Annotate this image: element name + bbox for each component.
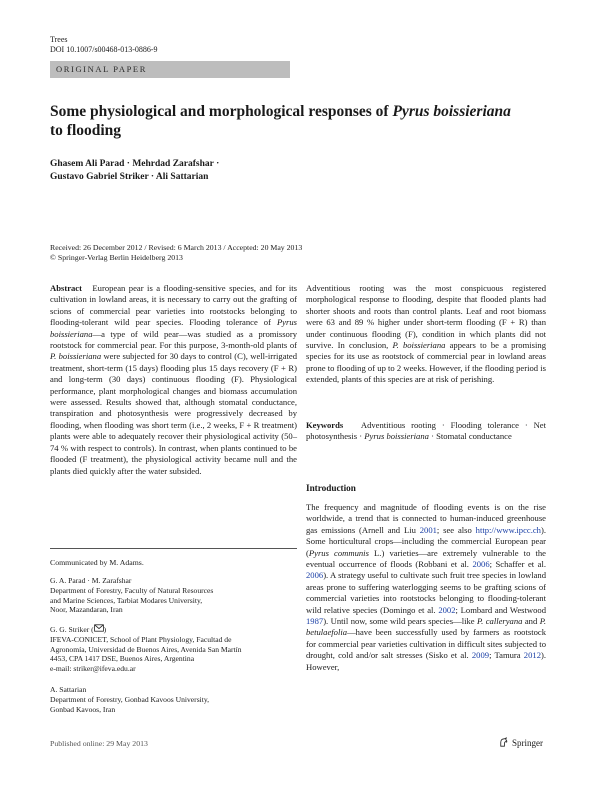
abstract-text: appears to be a promising species for its use as rootstock of commercial pear in lowland areas prone to flooding of up to 2 weeks. However, if the flooding period is extended, plants of this species are at risk of perishing. [306,340,546,385]
keywords-text: · Stomatal conductance [428,431,512,442]
authors-line-2: Gustavo Gabriel Striker · Ali Sattarian [50,172,209,182]
keywords-species: Pyrus boissieriana [364,431,429,442]
keywords-heading: Keywords [306,420,344,430]
abstract-text: —a type of wild pear—was studied as a promissory rootstock for commercial pear. For this purpose, 3-month-old plants of [50,328,297,351]
published-online: Published online: 29 May 2013 [50,739,148,748]
title-text: Some physiological and morphological responses of [50,103,393,120]
affiliation-2 [50,623,297,674]
abstract-text: Adventitious rooting was the most conspicuous registered morphological response to flooding, despite that flooded plants had shorter shoots and roots than control plants. Leaf and root biomass were 63 and 89 % higher under short-term flooding (F + R) than under continuous flooding (F), condition in which plants did not survive. In conclusion, [306,283,546,351]
intro-species: P. betulaefolia [306,616,546,638]
ipcc-link[interactable]: http://www.ipcc.ch [475,524,541,535]
affiliation-1 [50,576,297,615]
citation-link[interactable]: 2012 [523,650,541,661]
introduction-body [306,502,546,673]
intro-text: ). Some horticultural crops—including the commercial European pear ( [306,524,546,558]
history-dates: Received: 26 December 2012 / Revised: 6 March 2013 / Accepted: 20 May 2013 [50,243,303,252]
introduction-heading: Introduction [306,483,356,493]
intro-text: The frequency and magnitude of flooding events is on the rise worldwide, a trend that is connected to human-induced greenhouse gas emissions (Arnell and Liu [306,502,546,535]
publisher-logo [498,737,543,748]
intro-text: L.) varieties—are extremely vulnerable to the eventual occurrence of floods (Robbani et al. [306,547,546,570]
publisher-name: Springer [512,737,543,748]
intro-text: —have been successfully used by farmers as rootstock for commercial pear varieties cultivation in difficult sites subjected to drought, cold and/or salt stresses (Sisko et al. [306,627,546,661]
copyright: © Springer-Verlag Berlin Heidelberg 2013 [50,253,183,262]
affiliation-line: Agronomía, Universidad de Buenos Aires, Avenida San Martín [50,644,242,654]
abstract-left [50,283,297,477]
citation-link[interactable]: 2001 [419,524,437,535]
abstract-text: European pear is a flooding-sensitive species, and for its cultivation in lowland areas, it is necessary to carry out the grafting of scions of commercial pear varieties into rootstocks belonging to flooding-tolerant wild pear species. Flooding tolerance of [50,283,297,328]
authors-line-1: Ghasem Ali Parad · Mehrdad Zarafshar · [50,159,220,169]
affiliation-line: Department of Forestry, Faculty of Natural Resources [50,585,214,595]
affiliation-3 [50,685,297,714]
abstract-right [306,283,546,386]
keywords-text: Adventitious rooting · Flooding tolerance · Net photosynthesis · [306,420,546,442]
intro-text: ). However, [306,650,546,672]
intro-text: ; Tamura [489,650,524,661]
affiliation-line: 4453, CPA 1417 DSE, Buenos Aires, Argentina [50,654,195,664]
abstract-species: P. boissieriana [392,340,446,351]
intro-text: ; Schaffer et al. [489,559,546,570]
intro-text: ; Lombard and Westwood [455,604,546,615]
affiliation-authors [50,623,297,635]
author-name-end: ) [103,625,107,634]
affiliation-authors: G. A. Parad · M. Zarafshar [50,576,132,585]
title-species: Pyrus boissieriana [392,103,511,120]
affiliation-line: Gonbad Kavoos, Iran [50,704,116,714]
keywords [306,420,546,443]
footnote-divider [50,548,297,549]
affiliation-line: Noor, Mazandaran, Iran [50,605,123,615]
abstract-species: P. boissieriana [50,351,102,362]
intro-text: and [522,616,540,627]
springer-horse-icon [498,737,509,748]
affiliation-line: and Marine Sciences, Tarbiat Modares University, [50,595,203,605]
journal-name: Trees [50,35,68,44]
abstract-text: were subjected for 30 days to control (C), well-irrigated treatment, short-term (15 days) flooding plus 15 days recovery (F + R) and long-term (30 days) continuous flooding (F). Physiological performance, plant morphological changes and biomass accumulation were assessed. Results showed that, although stomatal conductance, transpiration and photosynthesis were progressively decreased by flooding, when flooding was short term (i.e., 2 weeks, F + R treatment) plants were able to adequately recover their physiological activity (50–74 % with respect to controls). In contrast, when plants continued to be flooded (F treatment), the physiological activity became null and the plants died quickly after the water subsided. [50,351,298,476]
citation-link[interactable]: 2006 [472,559,490,570]
intro-text: ). Until now, some wild pears species—like [323,616,477,627]
citation-link[interactable]: 2002 [438,604,456,615]
affiliation-authors: A. Sattarian [50,685,87,694]
intro-species: P. calleryana [477,616,523,627]
journal-header [50,35,158,55]
intro-species: Pyrus communis [308,547,369,558]
journal-doi: DOI 10.1007/s00468-013-0886-9 [50,45,158,54]
paper-title [50,102,520,140]
communicated-by: Communicated by M. Adams. [50,558,144,567]
envelope-icon[interactable] [94,623,104,633]
citation-link[interactable]: 2006 [306,570,324,581]
contact-email[interactable]: e-mail: striker@ifeva.edu.ar [50,664,136,674]
affiliation-line: Department of Forestry, Gonbad Kavoos University, [50,694,210,704]
citation-link[interactable]: 1987 [306,616,324,627]
affiliation-line: IFEVA-CONICET, School of Plant Physiology, Facultad de [50,634,232,644]
article-type-banner: ORIGINAL PAPER [50,61,290,78]
intro-text: ; see also [436,524,476,535]
title-text-end: to flooding [50,122,122,139]
abstract-heading: Abstract [50,283,82,293]
author-list [50,158,219,184]
author-name: G. G. Striker ( [50,625,94,634]
citation-link[interactable]: 2009 [471,650,490,661]
intro-text: ). A strategy useful to cultivate such fruit tree species in lowland areas prone to suffering waterlogging seems to be grafting scions of commercial varieties into rootstocks belonging to flooding-tolerant wild relative species (Domingo et al. [306,570,546,615]
article-dates [50,243,302,263]
abstract-species: Pyrus boissieriana [50,317,297,339]
